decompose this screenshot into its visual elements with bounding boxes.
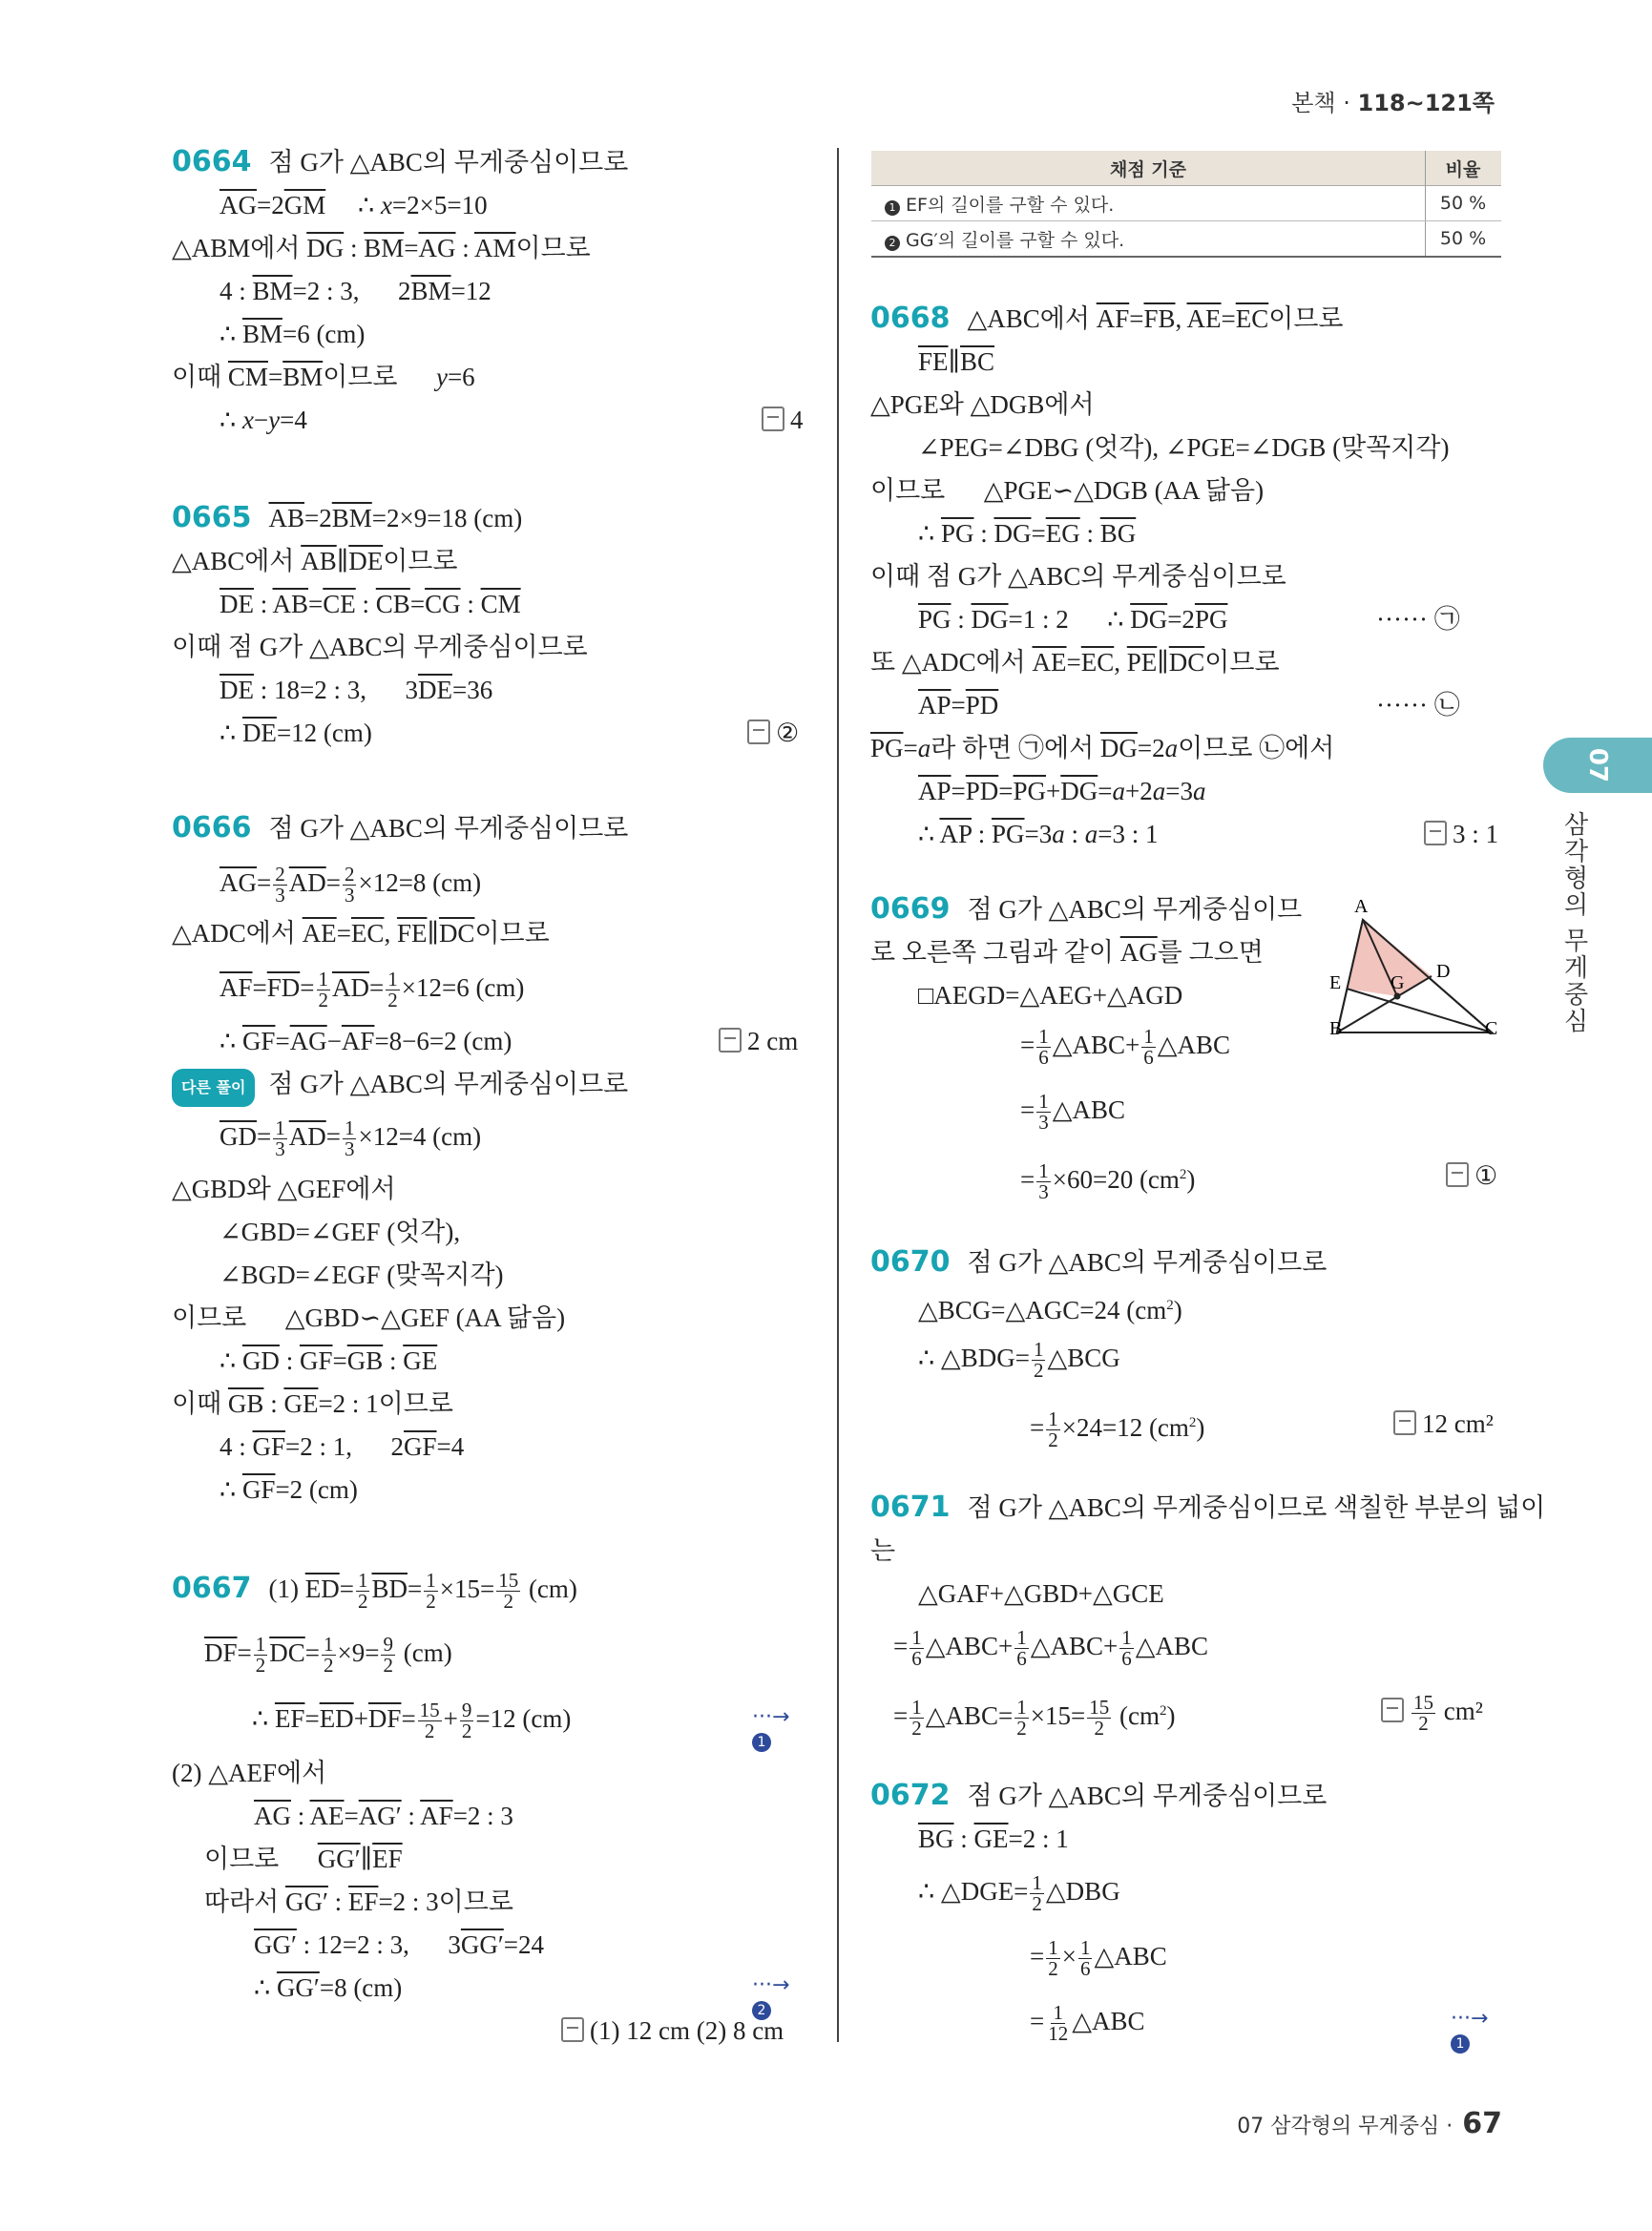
solution-line: = $\frac{1}{12}$ △ABC (1030, 2001, 1145, 2046)
problem-number-0665: 0665 (172, 501, 252, 534)
solution-line: ∴ $\overline{EF}=\overline{ED}+\overline{DF}=$ $\frac{15}{2}$ + $\frac{9}{2}$ =12 (cm) (252, 1699, 572, 1743)
criteria-header: 채점 기준 (871, 151, 1426, 186)
solution-line: 다른 풀이 점 G가 △ABC의 무게중심이므로 (172, 1067, 628, 1103)
ratio-cell: 50 % (1426, 186, 1502, 221)
solution-line: = $\frac{1}{6}$ △ABC+ $\frac{1}{6}$ △ABC (1020, 1025, 1231, 1070)
solution-line: 이때 점 G가 △ABC의 무게중심이므로 (172, 633, 588, 661)
chapter-tab-number: 07 (1583, 747, 1612, 783)
solution-line: (2) △AEF에서 (172, 1759, 327, 1787)
answer-unit: cm² (1443, 1697, 1483, 1725)
grading-table (871, 151, 1501, 258)
page-reference: 본책 · 118~121쪽 (1291, 90, 1495, 116)
problem-0666-line: 0666 점 G가 △ABC의 무게중심이므로 (172, 811, 629, 844)
solution-line: △BCG=△AGC=24 $(cm^2)$ (918, 1296, 1182, 1324)
label-b: B (1329, 1018, 1343, 1039)
step-mark-icon: 2 (885, 236, 900, 251)
solution-line: 이므로 △PGE∽△DGB (AA 닮음) (870, 476, 1265, 505)
solution-line: = $\frac{1}{6}$ △ABC+ $\frac{1}{6}$ △ABC+ $\frac{1}{6}$ △ABC (893, 1626, 1209, 1671)
solution-line: = $\frac{1}{3}$ ×60=20 $(cm^2)$ (1020, 1159, 1196, 1204)
answer-icon (561, 2017, 584, 2042)
chapter-side-title: 삼각형의 무게중심 (1559, 811, 1588, 1035)
solution-line: $\overline{AP}=\overline{PD}$ (918, 691, 999, 719)
problem-number-0672: 0672 (870, 1779, 951, 1812)
solution-line: ∴ GG′=8 (cm) (254, 1973, 403, 2002)
solution-line: ∠PEG=∠DBG (엇각), ∠PGE=∠DGB (맞꼭지각) (918, 433, 1450, 462)
answer-0666 (719, 1024, 798, 1060)
table-row (871, 186, 1501, 221)
problem-number-0664: 0664 (172, 145, 252, 178)
label-g: G (1391, 972, 1405, 993)
solution-line: $\overline{PG}=a$라 하면 ㉠에서 $\overline{DG}=2a$이므로 ㉡에서 (870, 734, 1335, 762)
answer-text: 2 cm (747, 1027, 799, 1055)
problem-0671-line: 0671 점 G가 △ABC의 무게중심이므로 색칠한 부분의 넓이 (870, 1491, 1546, 1524)
criteria-text: EF의 길이를 구할 수 있다. (906, 194, 1115, 216)
solution-line: GG′ : 12=2 : 3, 3GG′=24 (254, 1930, 545, 1959)
answer-0665 (747, 716, 799, 752)
solution-line: 이때 점 G가 △ABC의 무게중심이므로 (870, 562, 1286, 591)
answer-0671: $\frac{15}{2}$ cm² (1381, 1687, 1483, 1735)
answer-icon (719, 1028, 742, 1053)
solution-line: ∠BGD=∠EGF (맞꼭지각) (220, 1261, 504, 1289)
answer-text: ② (776, 719, 800, 747)
solution-line: 4 : $\overline{BM}=2$ : 3, $2\overline{BM}=12$ (220, 277, 491, 305)
answer-text: 12 cm² (1422, 1409, 1494, 1438)
triangle-figure (1329, 895, 1501, 1048)
answer-0668 (1424, 817, 1498, 853)
solution-line: ∴ $\overline{AP}$ : $\overline{PG}=3a$ : a=3 : 1 (918, 820, 1159, 848)
solution-line: $\overline{AF}=\overline{FD}=$ $\frac{1}{2}$ $\overline{AD}=$ $\frac{1}{2}$ ×12=6 (cm) (220, 968, 525, 1012)
label-c: C (1485, 1018, 1498, 1039)
problem-0668-line: 0668 △ABC에서 $\overline{AF}=\overline{FB}$, $\overline{AE}=\overline{EC}$이므로 (870, 302, 1344, 335)
problem-number-0671: 0671 (870, 1491, 951, 1524)
solution-line: □AEGD=△AEG+△AGD (918, 981, 1183, 1010)
answer-0667 (561, 2013, 784, 2050)
solution-line: $\overline{AG}=2\overline{GM}$ ∴ x=2×5=10 (220, 191, 488, 219)
problem-number-0669: 0669 (870, 892, 951, 926)
solution-line: △ABM에서 $\overline{DG}$ : $\overline{BM}=\overline{AG}$ : $\overline{AM}$이므로 (172, 234, 591, 262)
solution-line: = $\frac{1}{2}$ × $\frac{1}{6}$ △ABC (1030, 1936, 1167, 1981)
answer-text: 4 (790, 406, 804, 434)
problem-0669-line: 0669 점 G가 △ABC의 무게중심이므 (870, 892, 1303, 926)
answer-text: 3 : 1 (1453, 820, 1499, 848)
answer-icon (1424, 821, 1447, 845)
column-divider (837, 148, 839, 2042)
answer-icon (1381, 1698, 1404, 1722)
solution-line: $\overline{GD}=$ $\frac{1}{3}$ $\overline{AD}=$ $\frac{1}{3}$ ×12=4 (cm) (220, 1116, 482, 1161)
solution-line: $\overline{AP}=\overline{PD}=\overline{PG}+\overline{DG}=a+2a=3a$ (918, 777, 1206, 805)
answer-0664 (762, 403, 804, 439)
solution-line: $\overline{AG}=$ $\frac{2}{3}$ $\overline{AD}=$ $\frac{2}{3}$ ×12=8 (cm) (220, 863, 482, 907)
ratio-cell: 50 % (1426, 221, 1502, 258)
solution-line: ∴ △BDG= $\frac{1}{2}$ △BCG (918, 1338, 1120, 1383)
problem-0667-line: 0667 (1) $\overline{ED}=$ $\frac{1}{2}$ $\overline{BD}=$ $\frac{1}{2}$ ×15= $\frac{15}{2}$ (cm) (172, 1569, 577, 1614)
solution-line: ······ ㉡ (1376, 691, 1460, 719)
criteria-cell (871, 186, 1426, 221)
solution-line: △ADC에서 $\overline{AE}=\overline{EC}$, $\overline{FE}\parallel\overline{DC}$이므로 (172, 919, 550, 948)
page-number: 67 (1462, 2107, 1502, 2140)
criteria-text: GG′의 길이를 구할 수 있다. (906, 229, 1125, 251)
label-e: E (1329, 972, 1342, 993)
step-mark-1: ···→ 1 (752, 1705, 790, 1750)
page-footer: 07 삼각형의 무게중심 · 67 (1237, 2107, 1502, 2140)
problem-0664-line: 0664 점 G가 △ABC의 무게중심이므로 (172, 145, 629, 178)
solution-line: ∠GBD=∠GEF (엇각), (220, 1218, 461, 1246)
problem-number-0668: 0668 (870, 302, 951, 335)
solution-line: $\overline{AG}$ : $\overline{AE}=AG'$ : $\overline{AF}=2$ : 3 (254, 1802, 513, 1830)
solution-line: ∴ $\overline{PG}$ : $\overline{DG}=\overline{EG}$ : $\overline{BG}$ (918, 519, 1137, 548)
solution-line: △GBD와 △GEF에서 (172, 1175, 396, 1203)
centroid-point (1394, 993, 1401, 1000)
solution-line: ∴ x−y=4 (220, 406, 307, 434)
answer-icon (1446, 1162, 1469, 1187)
answer-text: (1) 12 cm (2) 8 cm (590, 2016, 784, 2045)
solution-line: = $\frac{1}{2}$ ×24=12 $(cm^2)$ (1030, 1407, 1205, 1452)
table-row (871, 221, 1501, 258)
solution-line: △ABC에서 $\overline{AB}\parallel\overline{DE}$이므로 (172, 547, 458, 575)
solution-line: ······ ㉠ (1376, 605, 1460, 634)
solution-line: ∴ $\overline{GD}$ : $\overline{GF}=\overline{GB}$ : $\overline{GE}$ (220, 1346, 438, 1375)
page-range: 118~121쪽 (1357, 90, 1495, 116)
problem-number-0670: 0670 (870, 1245, 951, 1279)
label-a: A (1354, 896, 1369, 917)
solution-line: $\overline{DE}$ : 18=2 : 3, $3\overline{DE}=36$ (220, 676, 493, 704)
solution-line: 이므로 △GBD∽△GEF (AA 닮음) (172, 1303, 566, 1332)
solution-line: = $\frac{1}{2}$ △ABC= $\frac{1}{2}$ ×15= $\frac{15}{2}$ $(cm^2)$ (893, 1696, 1176, 1741)
solution-line: ∴ $\overline{GF}=2$ (cm) (220, 1475, 358, 1504)
solution-line: $\overline{DF}=$ $\frac{1}{2}$ $\overline{DC}=$ $\frac{1}{2}$ ×9= $\frac{9}{2}$ (cm) (204, 1633, 452, 1678)
solution-line: ∴ $\overline{BM}=6$ (cm) (220, 320, 366, 348)
label-d: D (1436, 961, 1451, 982)
book-label: 본책 (1291, 90, 1336, 116)
solution-line: $\overline{DE}$ : $\overline{AB}=\overline{CE}$ : $\overline{CB}=\overline{CG}$ : $\overline{CM}$ (220, 590, 521, 618)
chapter-tab[interactable] (1543, 738, 1652, 793)
solution-line: $\overline{PG}$ : $\overline{DG}=1$ : 2 ∴ $\overline{DG}=2\overline{PG}$ (918, 605, 1228, 634)
criteria-cell (871, 221, 1426, 258)
problem-0672-line: 0672 점 G가 △ABC의 무게중심이므로 (870, 1779, 1328, 1812)
solution-line: $\overline{FE}\parallel\overline{BC}$ (918, 347, 995, 376)
problem-0665-line: 0665 $\overline{AB}=2\overline{BM}=2\times 9=18$ (cm) (172, 501, 523, 534)
answer-0670 (1393, 1407, 1494, 1443)
table-header-row (871, 151, 1501, 186)
problem-0670-line: 0670 점 G가 △ABC의 무게중심이므로 (870, 1245, 1328, 1279)
solution-line: 로 오른쪽 그림과 같이 $\overline{AG}$를 그으면 (870, 938, 1264, 967)
solution-line: ∴ $\overline{DE}=12$ (cm) (220, 719, 372, 747)
solution-line: 이때 $\overline{GB}$ : $\overline{GE}=2$ : 1이므로 (172, 1389, 453, 1418)
solution-line: 4 : $\overline{GF}=2$ : 1, $2\overline{GF}=4$ (220, 1432, 465, 1461)
answer-icon (1393, 1410, 1416, 1435)
answer-icon (747, 719, 770, 744)
footer-chapter: 07 삼각형의 무게중심 (1237, 2115, 1440, 2138)
problem-number-0666: 0666 (172, 811, 252, 844)
solution-line: $\overline{BG}$ : $\overline{GE}=2$ : 1 (918, 1824, 1069, 1853)
step-mark-1: ···→ 1 (1451, 2007, 1489, 2052)
step-mark-2: ···→ 2 (752, 1973, 790, 2018)
solution-line: ∴ $\overline{GF}=\overline{AG}-\overline{AF}=8-6=2$ (cm) (220, 1027, 512, 1055)
solution-line: △GAF+△GBD+△GCE (918, 1579, 1164, 1608)
solution-line: 이때 $\overline{CM}=\overline{BM}$이므로 y=6 (172, 363, 475, 391)
solution-line: 따라서 GG′ : $\overline{EF}=2$ : 3이므로 (204, 1887, 513, 1916)
answer-text: ① (1474, 1161, 1498, 1190)
solution-line: = $\frac{1}{3}$ △ABC (1020, 1090, 1126, 1135)
solution-line: 또 △ADC에서 $\overline{AE}=\overline{EC}$, $\overline{PE}\parallel\overline{DC}$이므로 (870, 648, 1280, 677)
alt-solution-badge: 다른 풀이 (172, 1069, 255, 1107)
ratio-header: 비율 (1426, 151, 1502, 186)
solution-line: 이므로 $GG'\parallel\overline{EF}$ (204, 1845, 403, 1873)
solution-line: △PGE와 △DGB에서 (870, 390, 1095, 419)
median-ce (1347, 989, 1492, 1032)
solution-line: ∴ △DGE= $\frac{1}{2}$ △DBG (918, 1871, 1120, 1916)
problem-number-0667: 0667 (172, 1572, 252, 1605)
step-mark-icon: 1 (885, 200, 900, 216)
answer-icon (762, 407, 784, 431)
answer-0669 (1446, 1158, 1497, 1195)
solution-line: 는 (870, 1536, 896, 1565)
